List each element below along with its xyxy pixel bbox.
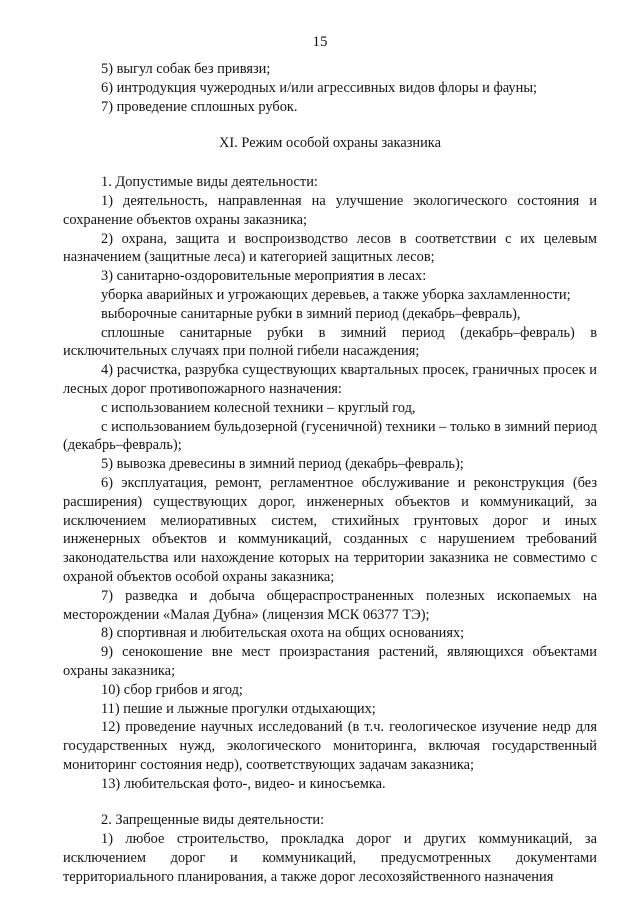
document-body: [63, 60, 597, 887]
allowed-item: 12) проведение научных исследований (в т.ч. геологическое изучение недр для государственных нужд, экологического мониторинга, включая государственный мониторинг состояния недр), соответствующих задачам заказника;: [63, 719, 597, 773]
allowed-item: 4) расчистка, разрубка существующих квартальных просек, граничных просек и лесных дорог противопожарного назначения:: [63, 362, 597, 397]
allowed-item: 10) сбор грибов и ягод;: [101, 681, 243, 698]
prohibited-item: 1) любое строительство, прокладка дорог и других коммуникаций, за исключением дорог и коммуникаций, предусмотренных документами территориального планирования, а также дорог лесохозяйственного назначения: [63, 831, 597, 885]
allowed-item: сплошные санитарные рубки в зимний период (декабрь–февраль) в исключительных случаях при полной гибели насаждения;: [63, 324, 597, 360]
prior-list-item: 5) выгул собак без привязи;: [101, 61, 271, 77]
allowed-item: 13) любительская фото-, видео- и киносъемка.: [101, 775, 386, 792]
allowed-item: 6) эксплуатация, ремонт, регламентное обслуживание и реконструкция (без расширения) существующих дорог, инженерных объектов и коммуникаций, за исключением мелиоративных систем, стихийных грунтовых дорог и иных инженерных объектов и коммуникаций, созданных с нарушением требований законодательства или нахождение которых на территории заказника не совместимо с охраной объектов особой охраны заказника;: [63, 474, 597, 585]
allowed-item: с использованием колесной техники – круглый год,: [101, 399, 416, 416]
allowed-item: 7) разведка и добыча общераспространенных полезных ископаемых на месторождении «Малая Дубна» (лицензия МСК 06377 ТЭ);: [63, 587, 597, 623]
allowed-item: с использованием бульдозерной (гусеничной) техники – только в зимний период (декабрь–февраль);: [63, 418, 597, 454]
section-title: XI. Режим особой охраны заказника: [219, 135, 441, 152]
paragraph-gap: [63, 793, 597, 811]
page-number: 15: [312, 34, 328, 50]
prior-list-item: 7) проведение сплошных рубок.: [101, 98, 298, 115]
prohibited-heading: 2. Запрещенные виды деятельности:: [101, 812, 325, 829]
allowed-item: 2) охрана, защита и воспроизводство лесов в соответствии с их целевым назначением (защитные леса) и категорией защитных лесов;: [63, 230, 597, 266]
allowed-item: 5) вывозка древесины в зимний период (декабрь–февраль);: [101, 456, 464, 473]
allowed-item: 11) пешие и лыжные прогулки отдыхающих;: [101, 700, 376, 717]
allowed-item: уборка аварийных и угрожающих деревьев, а также уборка захламленности;: [101, 286, 571, 303]
allowed-item: 1) деятельность, направленная на улучшение экологического состояния и сохранение объектов охраны заказника;: [63, 192, 597, 228]
prior-list-item: 6) интродукция чужеродных и/или агрессивных видов флоры и фауны;: [101, 79, 537, 96]
allowed-item: выборочные санитарные рубки в зимний период (декабрь–февраль),: [101, 305, 521, 322]
allowed-heading: 1. Допустимые виды деятельности:: [101, 174, 318, 191]
allowed-item: 3) санитарно-оздоровительные мероприятия в лесах:: [101, 268, 427, 285]
allowed-item: 9) сенокошение вне мест произрастания растений, являющихся объектами охраны заказника;: [63, 644, 597, 679]
allowed-item: 8) спортивная и любительская охота на общих основаниях;: [101, 625, 465, 642]
